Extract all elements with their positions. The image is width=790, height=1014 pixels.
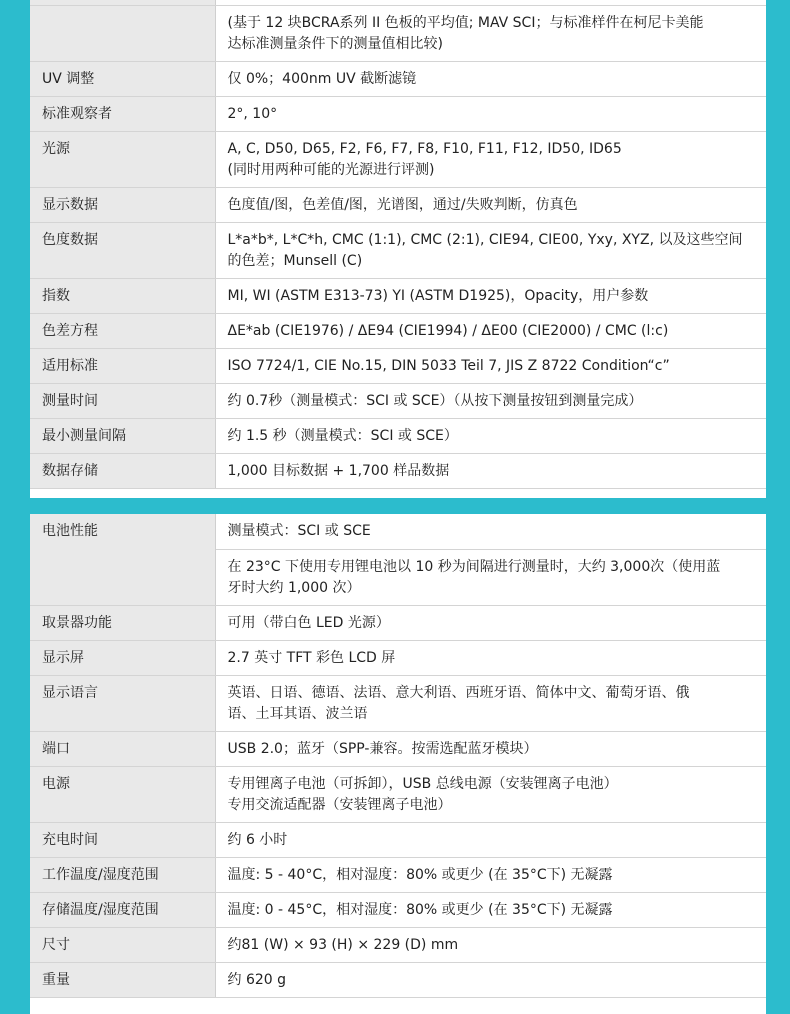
- row-label: 显示屏: [30, 640, 215, 675]
- row-label: 测量时间: [30, 383, 215, 418]
- row-label: [30, 5, 215, 61]
- row-label: 色差方程: [30, 313, 215, 348]
- row-value: [215, 418, 766, 453]
- spec-table-bottom: [30, 514, 766, 998]
- row-value-line: 在 23°C 下使用专用锂电池以 10 秒为间隔进行测量时，大约 3,000次（使用蓝: [227, 558, 721, 575]
- row-value: [215, 61, 766, 96]
- table-row: [30, 96, 766, 131]
- table-row: [30, 822, 766, 857]
- row-label: 尺寸: [30, 927, 215, 962]
- row-value-line: 约 0.7秒（测量模式：SCI 或 SCE）（从按下测量按钮到测量完成）: [227, 392, 643, 409]
- row-value: [215, 383, 766, 418]
- row-label: 数据存储: [30, 453, 215, 488]
- row-value: [215, 822, 766, 857]
- table-row: [30, 278, 766, 313]
- row-label: 端口: [30, 731, 215, 766]
- row-label: 重量: [30, 962, 215, 997]
- row-value-line: 温度: 5 - 40°C，相对湿度：80% 或更少 (在 35°C下) 无凝露: [227, 866, 613, 883]
- row-label: 最小测量间隔: [30, 418, 215, 453]
- row-value: [215, 927, 766, 962]
- row-value-line: ΔE*ab (CIE1976) / ΔE94 (CIE1994) / ΔE00 (CIE2000) / CMC (l:c): [227, 322, 669, 339]
- table-row: [30, 640, 766, 675]
- row-label: 显示数据: [30, 187, 215, 222]
- row-value-line: 约81 (W) × 93 (H) × 229 (D) mm: [227, 936, 459, 953]
- row-value-line: 温度: 0 - 45°C，相对湿度：80% 或更少 (在 35°C下) 无凝露: [227, 901, 613, 918]
- row-label: 光源: [30, 131, 215, 187]
- row-value: [215, 131, 766, 187]
- row-label: 取景器功能: [30, 605, 215, 640]
- row-value: [215, 675, 766, 731]
- row-value-line: 专用锂离子电池（可拆卸），USB 总线电源（安装锂离子电池）: [227, 775, 618, 792]
- table-row: [30, 675, 766, 731]
- table-row: [30, 927, 766, 962]
- table-row: [30, 962, 766, 997]
- row-value-line: 的色差；Munsell (C): [227, 252, 363, 269]
- row-label: 充电时间: [30, 822, 215, 857]
- row-value-line: 可用（带白色 LED 光源）: [227, 614, 390, 631]
- row-value-line: 测量模式：SCI 或 SCE: [227, 523, 371, 539]
- row-value-line: 2°, 10°: [227, 105, 278, 122]
- row-value: [215, 640, 766, 675]
- row-value: [215, 962, 766, 997]
- row-label: 电源: [30, 766, 215, 822]
- row-label: 色度数据: [30, 222, 215, 278]
- row-value-line: 英语、日语、德语、法语、意大利语、西班牙语、简体中文、葡萄牙语、俄: [227, 684, 690, 701]
- row-value: [215, 222, 766, 278]
- table-row: [30, 348, 766, 383]
- row-value-line: 2.7 英寸 TFT 彩色 LCD 屏: [227, 649, 396, 666]
- row-value-line: 约 6 小时: [227, 831, 288, 848]
- row-value: [215, 731, 766, 766]
- row-value-line: 约 1.5 秒（测量模式：SCI 或 SCE）: [227, 427, 458, 444]
- table-row: [30, 222, 766, 278]
- row-value-line: 约 620 g: [227, 971, 287, 988]
- table-row: [30, 5, 766, 61]
- table-row: [30, 766, 766, 822]
- row-value-line: 色度值/图，色差值/图，光谱图，通过/失败判断，仿真色: [227, 196, 578, 213]
- row-label: 标准观察者: [30, 96, 215, 131]
- row-label: 工作温度/湿度范围: [30, 857, 215, 892]
- row-value: [215, 5, 766, 61]
- table-row: [30, 313, 766, 348]
- row-value-line: (同时用两种可能的光源进行评测): [227, 161, 435, 178]
- row-value-line: 达标准测量条件下的测量值相比较): [227, 35, 443, 52]
- row-value-line: A, C, D50, D65, F2, F6, F7, F8, F10, F11, F12, ID50, ID65: [227, 140, 622, 157]
- row-value-line: (基于 12 块BCRA系列 II 色板的平均值; MAV SCI；与标准样件在柯尼卡美能: [227, 14, 704, 31]
- row-value: [215, 187, 766, 222]
- row-value: [215, 514, 766, 549]
- row-value: [215, 453, 766, 488]
- row-value-line: 语、土耳其语、波兰语: [227, 705, 368, 722]
- row-value: [215, 892, 766, 927]
- table-row: [30, 383, 766, 418]
- row-value-line: 牙时大约 1,000 次）: [227, 579, 361, 596]
- table-row: [30, 514, 766, 549]
- row-value-line: ISO 7724/1, CIE No.15, DIN 5033 Teil 7, JIS Z 8722 Condition“c”: [227, 357, 670, 374]
- row-value: [215, 278, 766, 313]
- row-value: [215, 857, 766, 892]
- row-label: UV 调整: [30, 61, 215, 96]
- row-value-line: 专用交流适配器（安装锂离子电池）: [227, 796, 452, 813]
- table-row: [30, 731, 766, 766]
- row-value: [215, 549, 766, 605]
- row-value-line: 仅 0%；400nm UV 截断滤镜: [227, 70, 417, 87]
- table-row: [30, 892, 766, 927]
- row-label: 存储温度/湿度范围: [30, 892, 215, 927]
- table-row: [30, 453, 766, 488]
- table-row: [30, 857, 766, 892]
- spec-table-panel-top: [30, 0, 766, 498]
- table-row: [30, 131, 766, 187]
- table-row: [30, 605, 766, 640]
- row-value: [215, 766, 766, 822]
- row-value-line: USB 2.0；蓝牙（SPP-兼容。按需选配蓝牙模块）: [227, 740, 538, 757]
- row-value-line: MI, WI (ASTM E313-73) YI (ASTM D1925)，Opacity，用户参数: [227, 287, 649, 304]
- table-row: [30, 61, 766, 96]
- row-value-line: L*a*b*, L*C*h, CMC (1:1), CMC (2:1), CIE94, CIE00, Yxy, XYZ, 以及这些空间: [227, 231, 743, 248]
- row-label: 适用标准: [30, 348, 215, 383]
- table-row: [30, 187, 766, 222]
- spec-table-panel-bottom: [30, 514, 766, 1014]
- row-value: [215, 348, 766, 383]
- table-row: [30, 418, 766, 453]
- row-value-line: 1,000 目标数据 + 1,700 样品数据: [227, 462, 450, 479]
- row-label: 电池性能: [30, 514, 215, 605]
- row-value: [215, 605, 766, 640]
- row-value: [215, 313, 766, 348]
- row-label: 显示语言: [30, 675, 215, 731]
- row-label: 指数: [30, 278, 215, 313]
- spec-table-top: [30, 0, 766, 489]
- row-value: [215, 96, 766, 131]
